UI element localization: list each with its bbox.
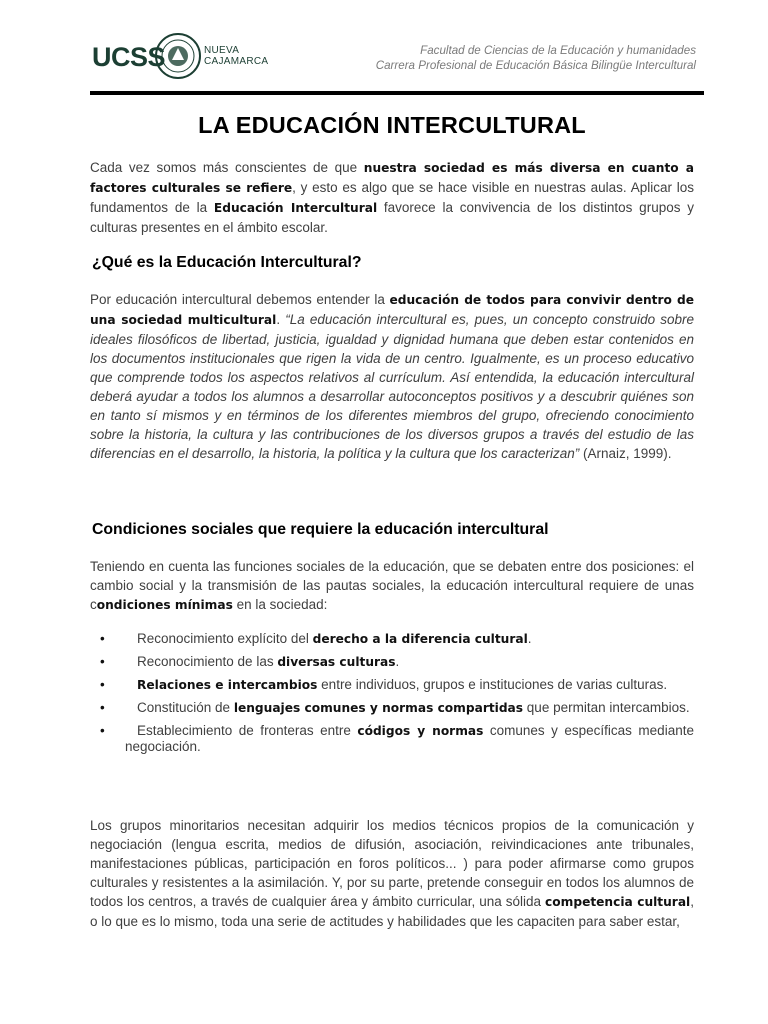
bullet-icon: • <box>100 631 105 646</box>
logo-campus-line1: NUEVA <box>204 45 240 56</box>
definition-paragraph: Por educación intercultural debemos entender la educación de todos para convivir dentro de una sociedad multicultural. “La educación intercultural es, pues, un concepto construido sobre ideales filosóficos de libertad, justicia, igualdad y dignidad humana que deben estar contenidos en los documentos institucionales que rigen la vida de un centro. Igualmente, es un proceso educativo que comprende todos los aspectos relativos al currículum. Así entendida, la educación intercultural deberá ayudar a todos los alumnos a desarrollar autoconceptos positivos y a descubrir quiénes son en tanto sí mismos y en términos de los diferentes miembros del grupo, ofreciendo conocimiento sobre la historia, la cultura y las contribuciones de los diversos grupos a través del estudio de las diferencias en el desarrollo, la historia, la política y la cultura que los caracterizan” (Arnaiz, 1999). <box>90 292 694 461</box>
list-item: • Relaciones e intercambios entre individuos, grupos e instituciones de varias culturas. <box>100 677 668 692</box>
quote-text: “La educación intercultural es, pues, un concepto construido sobre ideales filosóficos de libertad, justicia, igualdad y dignidad humana que deben estar contenidos en los documentos institucionales que rigen la vida de un centro. Igualmente, es un proceso educativo que comprende todos los aspectos relativos al currículum. Así entendida, la educación intercultural deberá ayudar a todos los alumnos a desarrollar autoconceptos positivos y a descubrir quiénes son en tanto sí mismos y en términos de los diferentes miembros del grupo, ofreciendo conocimiento sobre la historia, la cultura y las contribuciones de los diversos grupos a través del estudio de las diferencias en el desarrollo, la historia, la política y la cultura que los caracterizan” <box>90 312 694 461</box>
bullet-icon: • <box>100 677 105 692</box>
document-title: LA EDUCACIÓN INTERCULTURAL <box>198 112 586 138</box>
career-name: Carrera Profesional de Educación Básica Bilingüe Intercultural <box>375 59 696 72</box>
university-seal-icon <box>154 30 202 82</box>
bullet-icon: • <box>100 700 105 715</box>
university-logo <box>92 30 269 82</box>
intro-paragraph: Cada vez somos más conscientes de que nuestra sociedad es más diversa en cuanto a factores culturales se refiere, y esto es algo que se hace visible en nuestras aulas. Aplicar los fundamentos de la Educación Intercultural favorece la convivencia de los distintos grupos y culturas presentes en el ámbito escolar. <box>90 160 694 235</box>
conditions-list <box>90 631 694 762</box>
bullet-icon: • <box>100 654 105 669</box>
faculty-name: Facultad de Ciencias de la Educación y humanidades <box>420 44 696 57</box>
logo-wordmark: UCSS <box>92 42 166 72</box>
list-item: • Establecimiento de fronteras entre códigos y normas comunes y específicas mediante negociación. <box>100 723 694 754</box>
conditions-paragraph: Teniendo en cuenta las funciones sociales de la educación, que se debaten entre dos posiciones: el cambio social y la transmisión de las pautas sociales, la educación intercultural requiere de unas condiciones mínimas en la sociedad: <box>90 559 694 612</box>
header-rule <box>90 91 704 95</box>
bullet-icon: • <box>100 723 105 738</box>
document-header <box>90 26 704 90</box>
logo-campus <box>204 45 268 67</box>
header-info <box>376 43 696 73</box>
section-heading-conditions: Condiciones sociales que requiere la educación intercultural <box>92 521 549 538</box>
list-item: • Reconocimiento explícito del derecho a la diferencia cultural. <box>100 631 532 646</box>
list-item: • Reconocimiento de las diversas culturas. <box>100 654 400 669</box>
logo-campus-line2: CAJAMARCA <box>204 56 269 67</box>
list-item: • Constitución de lenguajes comunes y normas compartidas que permitan intercambios. <box>100 700 690 715</box>
closing-paragraph: Los grupos minoritarios necesitan adquirir los medios técnicos propios de la comunicación y negociación (lengua escrita, medios de difusión, asociación, reivindicaciones ante tribunales, manifestaciones públicas, participación en foros políticos... ) para poder afirmarse como grupos culturales y resistentes a la asimilación. Y, por su parte, pretende conseguir en todos los alumnos de todos los centros, a través de cualquier área y ámbito curricular, una sólida competencia cultural, o lo que es lo mismo, toda una serie de actitudes y habilidades que les capaciten para saber estar, <box>90 818 694 929</box>
section-heading-what-is: ¿Qué es la Educación Intercultural? <box>92 254 362 271</box>
